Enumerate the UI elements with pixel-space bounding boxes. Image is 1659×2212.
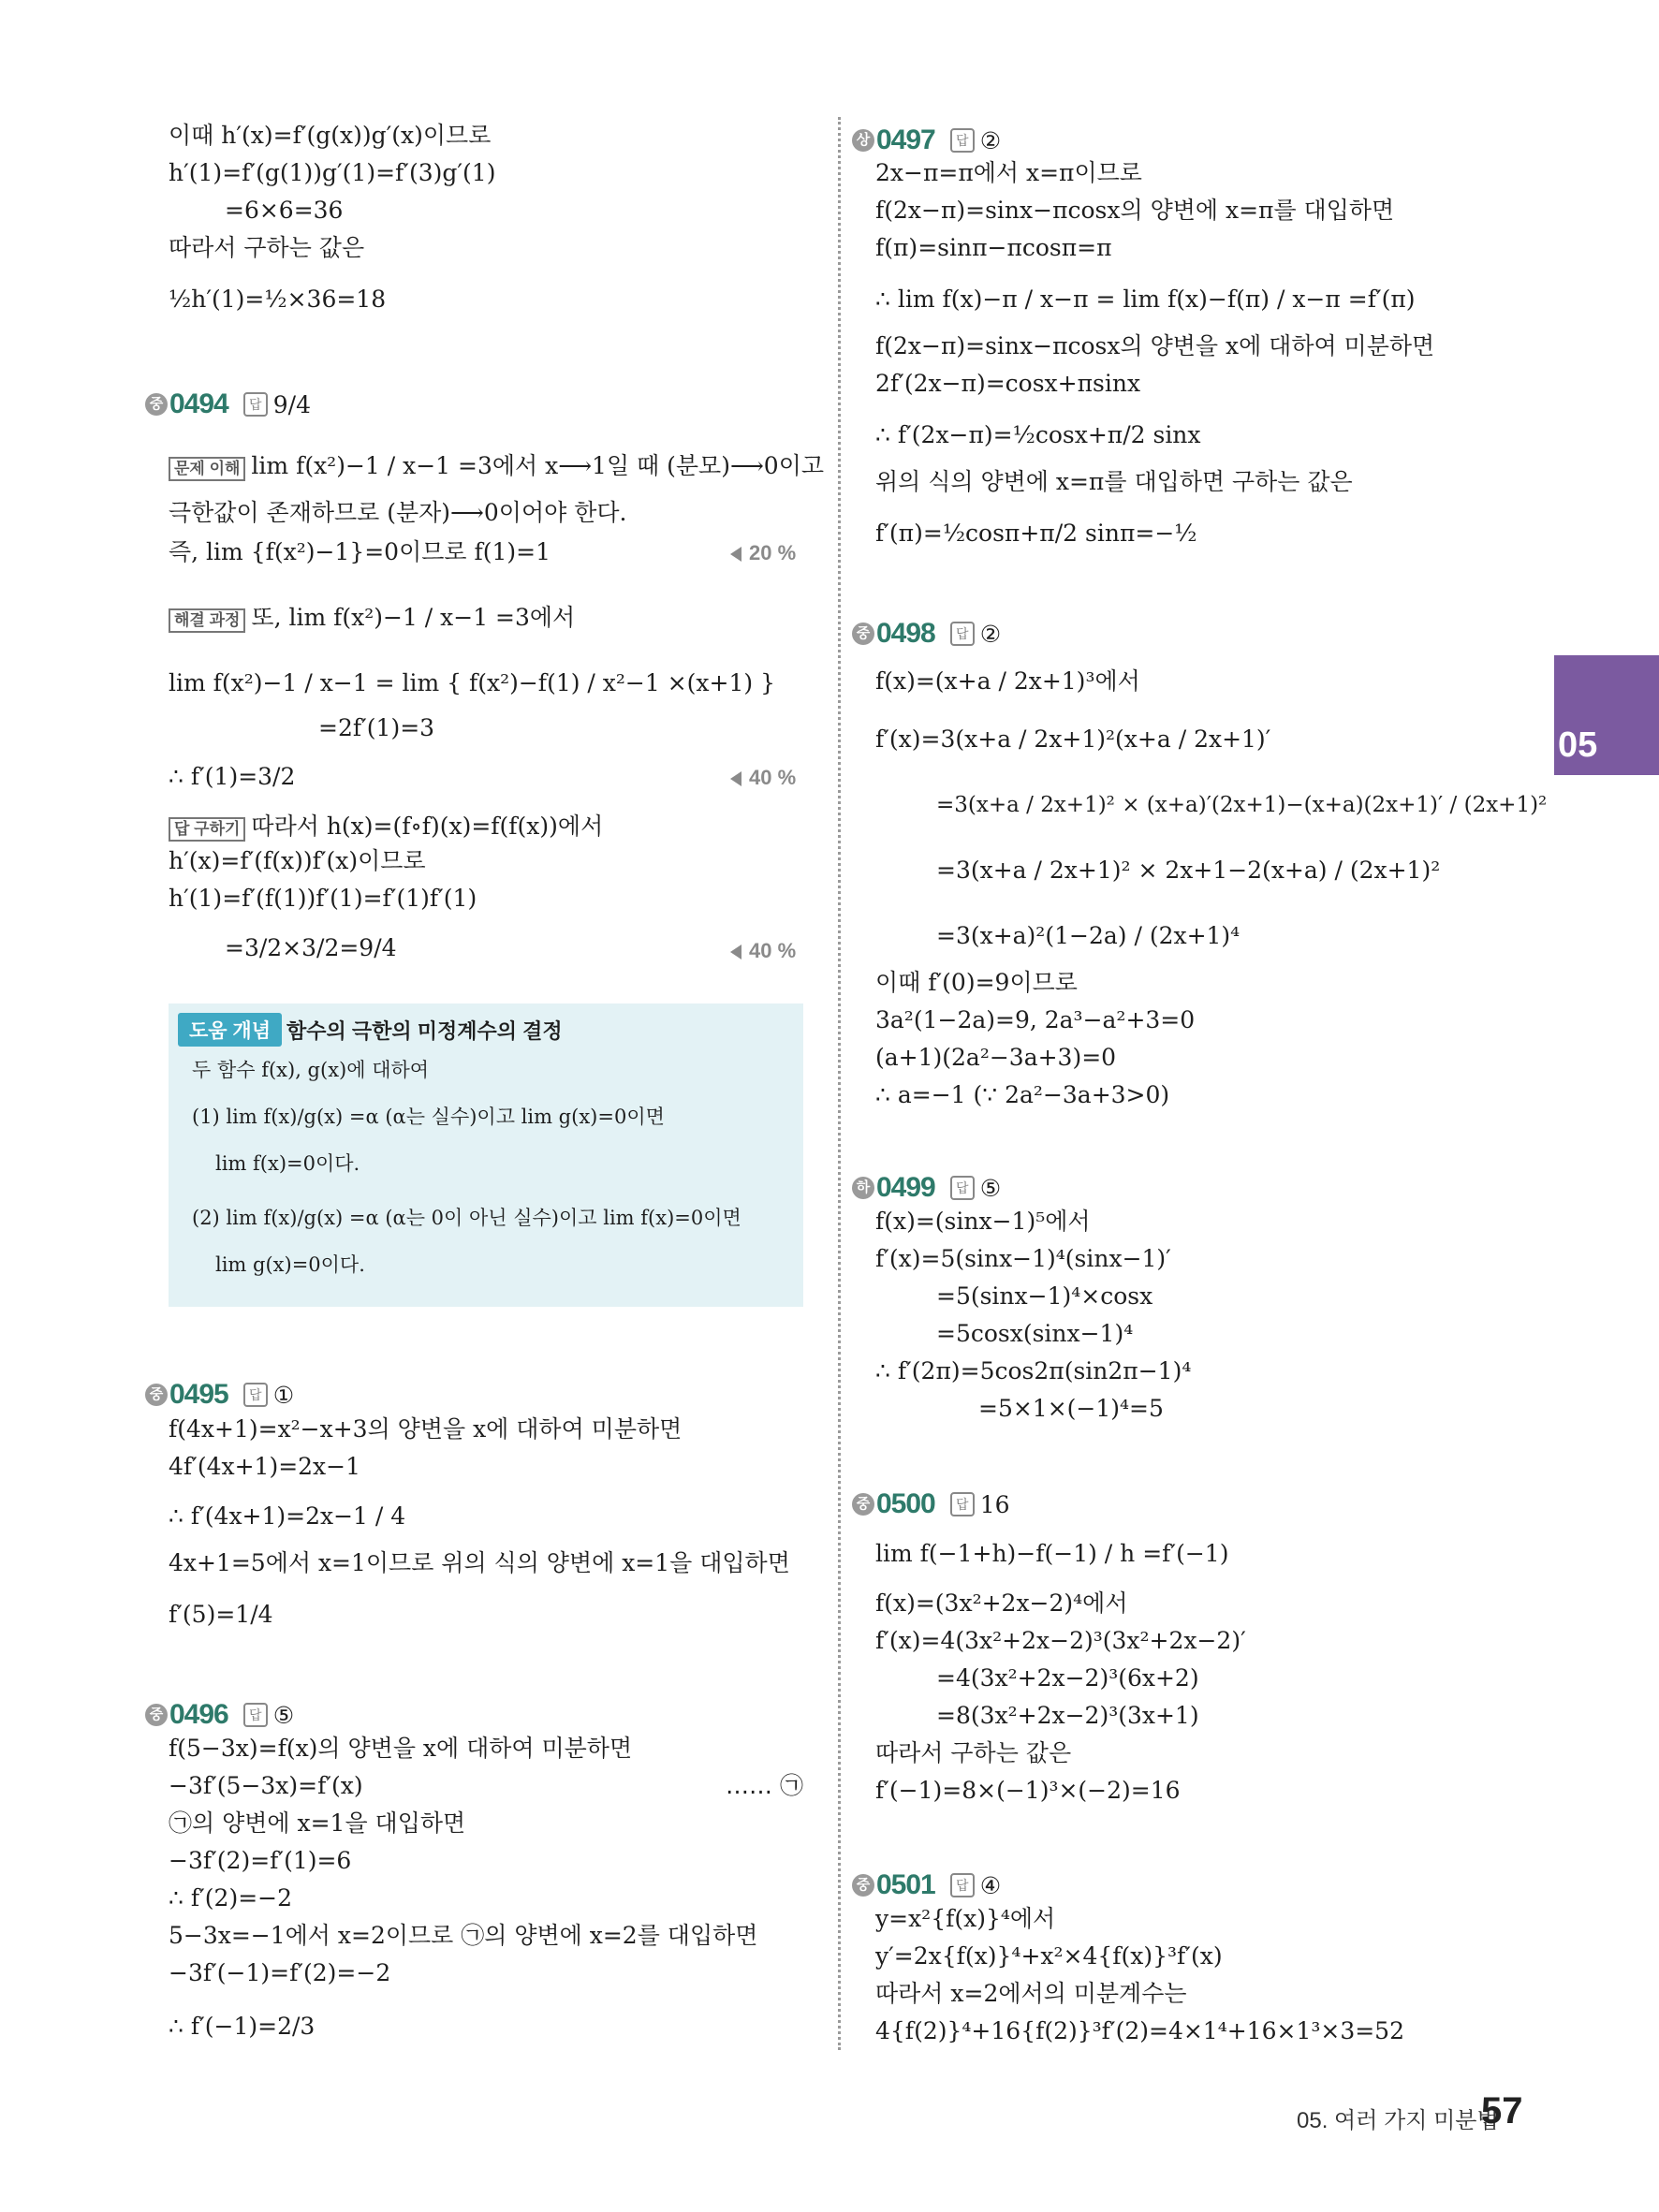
text-line: f′(5)=1/4 (169, 1601, 273, 1628)
text-line: =2f′(1)=3 (318, 714, 435, 741)
text-line: ∴ f′(2x−π)=½cosx+π/2 sinx (875, 421, 1201, 448)
problem-header-0501 (852, 1869, 1001, 1901)
text-line: 이때 h′(x)=f′(g(x))g′(x)이므로 (169, 122, 492, 149)
text-line: f(5−3x)=f(x)의 양변을 x에 대하여 미분하면 (169, 1735, 633, 1762)
problem-header-0499 (852, 1172, 1001, 1204)
text-line: 4x+1=5에서 x=1이므로 위의 식의 양변에 x=1을 대입하면 (169, 1549, 790, 1576)
step-tag: 해결 과정 (169, 608, 245, 633)
text-line: ∴ f′(1)=3/2 (169, 763, 296, 790)
score-percent: 20 % (730, 541, 796, 565)
text-line: (a+1)(2a²−3a+3)=0 (875, 1044, 1117, 1071)
text-line: (1) lim f(x)/g(x) =α (α는 실수)이고 lim g(x)=0이면 (192, 1106, 665, 1128)
text-line: lim f(−1+h)−f(−1) / h =f′(−1) (875, 1540, 1229, 1567)
answer-value: ⑤ (272, 1701, 295, 1729)
problem-header-0500 (852, 1488, 1010, 1520)
problem-header-0496 (145, 1699, 294, 1731)
text-line: 따라서 구하는 값은 (875, 1739, 1072, 1766)
text-line: =3(x+a)²(1−2a) / (2x+1)⁴ (936, 922, 1241, 949)
text-line: 해결 과정 또, lim f(x²)−1 / x−1 =3에서 (169, 604, 575, 633)
text-line: ㉠의 양변에 x=1을 대입하면 (169, 1809, 466, 1837)
text-line: =6×6=36 (225, 197, 344, 224)
problem-header-0494 (145, 388, 311, 420)
level-badge: 중 (145, 393, 168, 416)
text-line: ∴ f′(−1)=2/3 (169, 2013, 316, 2040)
text-line: 답 구하기 따라서 h(x)=(f∘f)(x)=f(f(x))에서 (169, 813, 603, 842)
text-line: 이때 f′(0)=9이므로 (875, 969, 1078, 996)
level-badge: 중 (145, 1384, 168, 1406)
equation-marker: …… ㉠ (726, 1772, 803, 1799)
column-divider (838, 117, 841, 2050)
text-line: =3(x+a / 2x+1)² × (x+a)′(2x+1)−(x+a)(2x+1)′ / (2x+1)² (936, 793, 1548, 817)
problem-number: 0499 (876, 1172, 935, 1203)
text-line: 4{f(2)}⁴+16{f(2)}³f′(2)=4×1⁴+16×1³×3=52 (875, 2017, 1404, 2044)
text-line: f(2x−π)=sinx−πcosx의 양변을 x에 대하여 미분하면 (875, 332, 1435, 359)
text-line: 2x−π=π에서 x=π이므로 (875, 159, 1142, 186)
text-line: f′(−1)=8×(−1)³×(−2)=16 (875, 1777, 1181, 1804)
answer-value: 16 (979, 1490, 1010, 1518)
text-line: f(x)=(sinx−1)⁵에서 (875, 1208, 1091, 1235)
text-line: −3f′(5−3x)=f′(x) (169, 1772, 363, 1799)
text-line: 4f′(4x+1)=2x−1 (169, 1453, 361, 1480)
level-badge: 중 (852, 623, 874, 645)
text-line: h′(1)=f′(f(1))f′(1)=f′(1)f′(1) (169, 885, 477, 912)
text-line: 따라서 x=2에서의 미분계수는 (875, 1980, 1187, 2007)
answer-value: ② (979, 620, 1002, 648)
text-line: =8(3x²+2x−2)³(3x+1) (936, 1702, 1199, 1729)
text-line: y=x²{f(x)}⁴에서 (875, 1905, 1056, 1932)
text-line: =5(sinx−1)⁴×cosx (936, 1282, 1153, 1310)
text-line: 3a²(1−2a)=9, 2a³−a²+3=0 (875, 1006, 1196, 1033)
text-line: 위의 식의 양변에 x=π를 대입하면 구하는 값은 (875, 468, 1353, 495)
text-line: −3f′(2)=f′(1)=6 (169, 1847, 352, 1874)
problem-header-0497 (852, 125, 1001, 156)
text-line: f(x)=(x+a / 2x+1)³에서 (875, 667, 1140, 695)
answer-icon: 답 (243, 392, 268, 417)
problem-number: 0501 (876, 1869, 935, 1900)
text-line: ∴ f′(4x+1)=2x−1 / 4 (169, 1502, 406, 1530)
text-line: f′(x)=3(x+a / 2x+1)²(x+a / 2x+1)′ (875, 725, 1271, 753)
problem-number: 0495 (169, 1379, 228, 1410)
text-line: f(2x−π)=sinx−πcosx의 양변에 x=π를 대입하면 (875, 197, 1395, 224)
step-tag: 답 구하기 (169, 817, 245, 842)
text-line: 2f′(2x−π)=cosx+πsinx (875, 370, 1141, 397)
answer-icon: 답 (950, 1492, 975, 1516)
level-badge: 상 (852, 129, 874, 152)
text-line: lim f(x)=0이다. (215, 1152, 360, 1175)
text-line: lim f(x²)−1 / x−1 = lim { f(x²)−f(1) / x²−1 ×(x+1) } (169, 669, 775, 696)
concept-title: 함수의 극한의 미정계수의 결정 (286, 1019, 563, 1043)
problem-number: 0498 (876, 618, 935, 649)
chapter-tab-label: 05 (1558, 725, 1598, 765)
step-tag: 문제 이해 (169, 457, 245, 481)
level-badge: 중 (852, 1493, 874, 1516)
level-badge: 하 (852, 1177, 874, 1199)
text-line: 극한값이 존재하므로 (분자)⟶0이어야 한다. (169, 499, 627, 526)
text-line: =5cosx(sinx−1)⁴ (936, 1320, 1134, 1347)
text-line: =3/2×3/2=9/4 (225, 934, 397, 961)
problem-number: 0497 (876, 125, 935, 155)
problem-header-0498 (852, 618, 1001, 650)
answer-value: ⑤ (979, 1174, 1002, 1202)
text-line: 5−3x=−1에서 x=2이므로 ㉠의 양변에 x=2를 대입하면 (169, 1922, 758, 1949)
text-line: 두 함수 f(x), g(x)에 대하여 (192, 1059, 430, 1081)
text-line: ∴ f′(2)=−2 (169, 1884, 292, 1912)
text-line: =4(3x²+2x−2)³(6x+2) (936, 1664, 1199, 1692)
text-line: (2) lim f(x)/g(x) =α (α는 0이 아닌 실수)이고 lim f(x)=0이면 (192, 1207, 741, 1229)
answer-icon: 답 (243, 1703, 268, 1727)
answer-icon: 답 (243, 1383, 268, 1407)
answer-icon: 답 (950, 622, 975, 646)
text-line: h′(1)=f′(g(1))g′(1)=f′(3)g′(1) (169, 159, 496, 186)
text-line: 문제 이해 lim f(x²)−1 / x−1 =3에서 x⟶1일 때 (분모)⟶0이고 (169, 452, 824, 481)
text-line: ½h′(1)=½×36=18 (169, 286, 387, 313)
answer-value: ② (979, 126, 1002, 154)
problem-number: 0494 (169, 388, 228, 419)
answer-icon: 답 (950, 1176, 975, 1200)
text-line: ∴ f′(2π)=5cos2π(sin2π−1)⁴ (875, 1357, 1192, 1384)
text-line: =5×1×(−1)⁴=5 (978, 1395, 1164, 1422)
concept-label: 도움 개념 (178, 1013, 282, 1047)
problem-number: 0500 (876, 1488, 935, 1519)
footer-chapter: 05. 여러 가지 미분법 (1297, 2108, 1499, 2133)
answer-value: ④ (979, 1871, 1002, 1899)
text-line: −3f′(−1)=f′(2)=−2 (169, 1959, 391, 1986)
text-line: ∴ a=−1 (∵ 2a²−3a+3>0) (875, 1081, 1170, 1108)
problem-header-0495 (145, 1379, 294, 1411)
text-line: f(π)=sinπ−πcosπ=π (875, 234, 1112, 261)
score-percent: 40 % (730, 766, 796, 790)
page-number: 57 (1481, 2090, 1523, 2131)
text-line: h′(x)=f′(f(x))f′(x)이므로 (169, 847, 426, 874)
text-line: lim g(x)=0이다. (215, 1253, 365, 1276)
text-line: f′(π)=½cosπ+π/2 sinπ=−½ (875, 520, 1197, 547)
answer-value: ① (272, 1381, 295, 1409)
text-line: f(4x+1)=x²−x+3의 양변을 x에 대하여 미분하면 (169, 1415, 683, 1443)
text-line: 즉, lim {f(x²)−1}=0이므로 f(1)=1 (169, 538, 551, 565)
level-badge: 중 (145, 1704, 168, 1726)
problem-number: 0496 (169, 1699, 228, 1730)
text-line: f(x)=(3x²+2x−2)⁴에서 (875, 1589, 1128, 1617)
score-percent: 40 % (730, 939, 796, 963)
text-line: f′(x)=4(3x²+2x−2)³(3x²+2x−2)′ (875, 1627, 1246, 1654)
text-line: ∴ lim f(x)−π / x−π = lim f(x)−f(π) / x−π =f′(π) (875, 286, 1416, 313)
level-badge: 중 (852, 1874, 874, 1897)
text-line: 따라서 구하는 값은 (169, 234, 365, 261)
answer-value: 9/4 (272, 390, 311, 418)
answer-icon: 답 (950, 128, 975, 153)
answer-icon: 답 (950, 1873, 975, 1897)
text-line: y′=2x{f(x)}⁴+x²×4{f(x)}³f′(x) (875, 1942, 1223, 1970)
text-line: f′(x)=5(sinx−1)⁴(sinx−1)′ (875, 1245, 1171, 1272)
text-line: =3(x+a / 2x+1)² × 2x+1−2(x+a) / (2x+1)² (936, 857, 1441, 884)
